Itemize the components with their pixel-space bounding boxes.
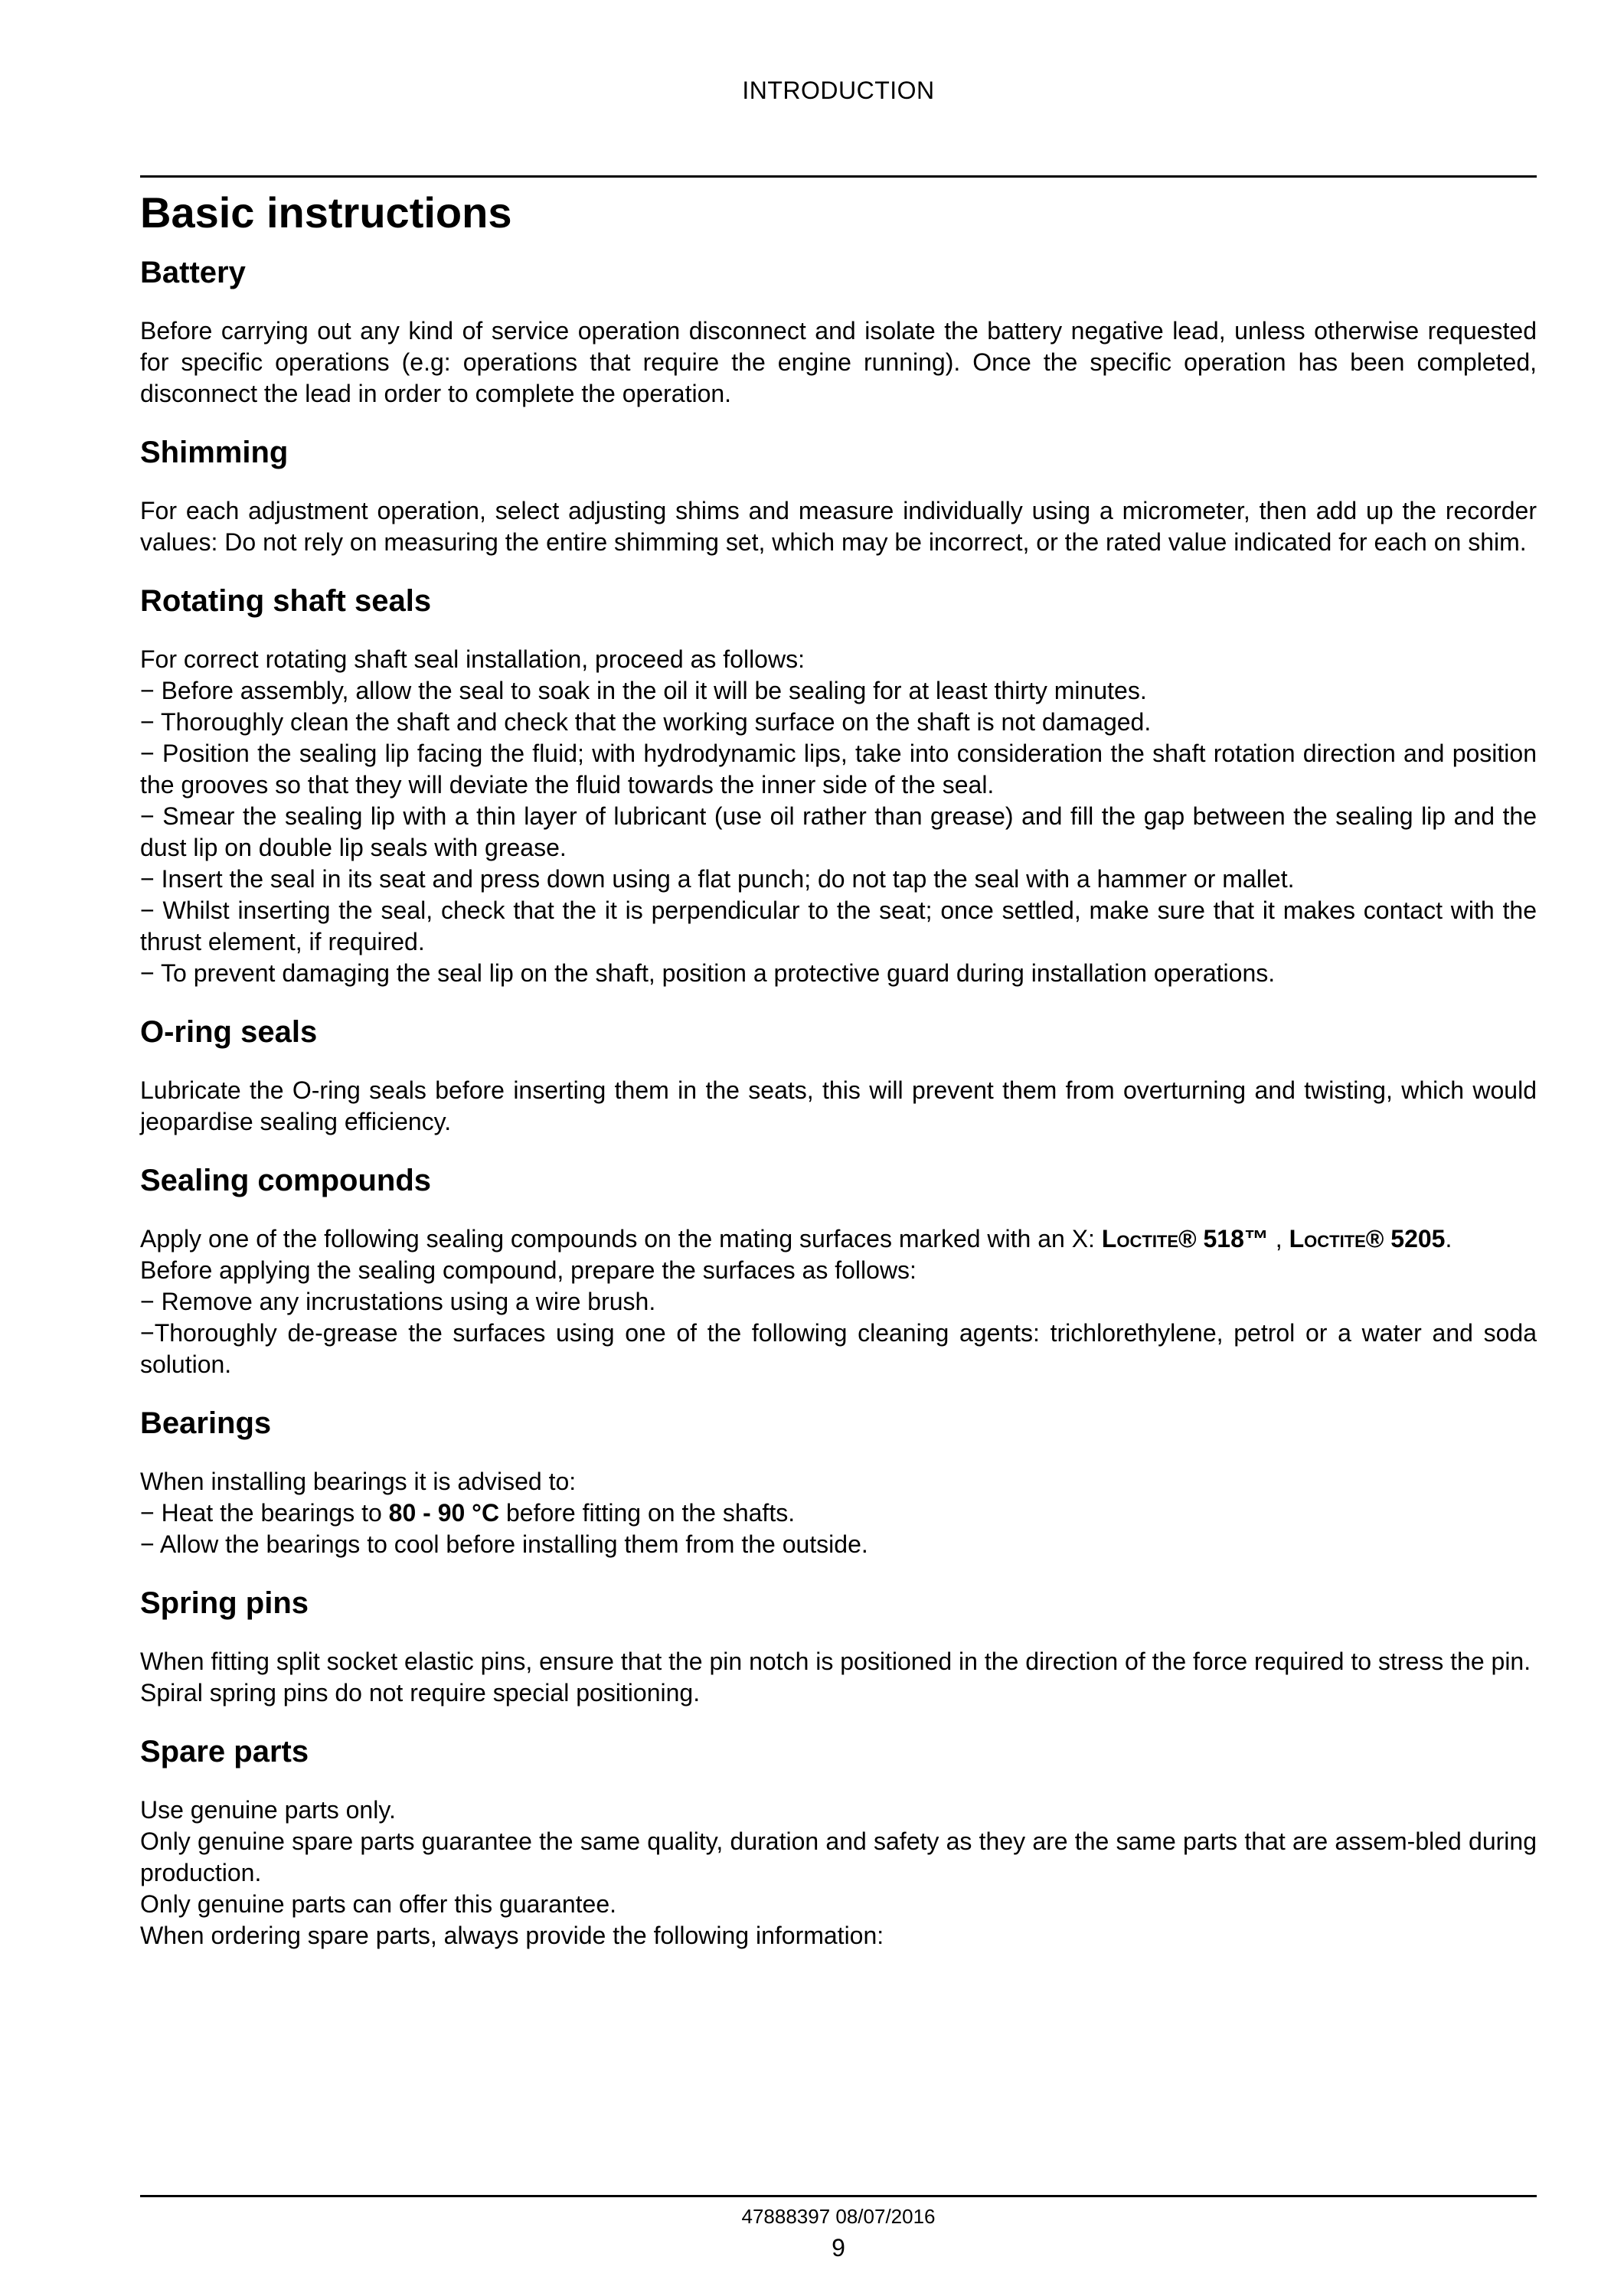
list-item: − Position the sealing lip facing the fluid; with hydrodynamic lips, take into consideration the shaft rotation direction and position the grooves so that they will deviate the fluid towards the inner side of the seal. xyxy=(140,740,1537,799)
section-heading-spare-parts: Spare parts xyxy=(140,1735,309,1769)
section-heading-battery: Battery xyxy=(140,256,246,289)
section-heading-spring-pins: Spring pins xyxy=(140,1586,309,1620)
spring-pins-paragraph-1: When fitting split socket elastic pins, ensure that the pin notch is positioned in the direction of the force required to stress the pin. xyxy=(140,1648,1531,1675)
list-item: − To prevent damaging the seal lip on the shaft, position a protective guard during installation operations. xyxy=(140,959,1276,987)
bearings-item1-text: − Heat the bearings to xyxy=(140,1499,389,1527)
compound-loctite-5205-brand: Loctite® xyxy=(1289,1225,1384,1253)
list-item: − Remove any incrustations using a wire brush. xyxy=(140,1288,656,1315)
section-heading-o-ring-seals: O-ring seals xyxy=(140,1015,318,1049)
sealing-compounds-prep-intro: Before applying the sealing compound, prepare the surfaces as follows: xyxy=(140,1256,917,1284)
list-item: − Allow the bearings to cool before installing them from the outside. xyxy=(140,1530,868,1558)
section-spring-pins xyxy=(140,1583,1537,1709)
section-bearings xyxy=(140,1403,1537,1560)
section-shimming xyxy=(140,433,1537,558)
section-heading-sealing-compounds: Sealing compounds xyxy=(140,1164,432,1197)
section-spare-parts xyxy=(140,1732,1537,1951)
section-o-ring-seals xyxy=(140,1012,1537,1138)
sealing-compounds-intro xyxy=(140,1223,1537,1255)
spare-parts-line-1: Use genuine parts only. xyxy=(140,1796,396,1824)
section-heading-rotating-shaft-seals: Rotating shaft seals xyxy=(140,584,432,618)
spare-parts-line-4: When ordering spare parts, always provide the following information: xyxy=(140,1922,884,1949)
o-ring-seals-paragraph: Lubricate the O-ring seals before inserting them in the seats, this will prevent them from overturning and twisting, which would jeopardise sealing efficiency. xyxy=(140,1076,1537,1135)
page-number: 9 xyxy=(832,2234,845,2262)
spring-pins-paragraph-2: Spiral spring pins do not require special positioning. xyxy=(140,1679,701,1706)
list-item: − Before assembly, allow the seal to soak in the oil it will be sealing for at least thirty minutes. xyxy=(140,677,1147,704)
section-rotating-shaft-seals xyxy=(140,581,1537,989)
section-heading-shimming: Shimming xyxy=(140,436,289,469)
bearings-intro: When installing bearings it is advised to: xyxy=(140,1468,577,1495)
list-item: − Smear the sealing lip with a thin layer of lubricant (use oil rather than grease) and fill the gap between the sealing lip and the dust lip on double lip seals with grease. xyxy=(140,802,1537,861)
compound-loctite-5205-code: 5205 xyxy=(1390,1225,1446,1253)
compound-loctite-518: Loctite® 518™ xyxy=(1101,1225,1269,1253)
section-heading-bearings: Bearings xyxy=(140,1406,272,1440)
list-item: − Thoroughly clean the shaft and check that the working surface on the shaft is not damaged. xyxy=(140,708,1152,736)
page-title: Basic instructions xyxy=(140,188,512,237)
footer-doc-reference: 47888397 08/07/2016 xyxy=(741,2205,936,2228)
section-sealing-compounds xyxy=(140,1161,1537,1380)
list-item: −Thoroughly de-grease the surfaces using one of the following cleaning agents: trichlorethylene, petrol or a water and soda solution. xyxy=(140,1319,1537,1378)
sealing-compounds-intro-end: . xyxy=(1445,1225,1452,1253)
bearings-temperature: 80 - 90 °C xyxy=(388,1499,500,1527)
running-header: INTRODUCTION xyxy=(742,77,935,104)
page-content xyxy=(140,178,1537,1951)
compound-separator: , xyxy=(1268,1225,1289,1253)
shimming-paragraph: For each adjustment operation, select adjusting shims and measure individually using a micrometer, then add up the recorder values: Do not rely on measuring the entire shimming set, which may be incorrect, or the rated value indicated for each on shim. xyxy=(140,497,1537,556)
sealing-compounds-intro-text: Apply one of the following sealing compounds on the mating surfaces marked with an X: xyxy=(140,1225,1102,1253)
battery-paragraph: Before carrying out any kind of service operation disconnect and isolate the battery negative lead, unless otherwise requested for specific operations (e.g: operations that require the engine running). Once the specific operation has been completed, disconnect the lead in order to complete the operation. xyxy=(140,317,1537,407)
spare-parts-line-3: Only genuine parts can offer this guarantee. xyxy=(140,1890,617,1918)
list-item: − Insert the seal in its seat and press down using a flat punch; do not tap the seal with a hammer or mallet. xyxy=(140,865,1295,893)
footer-divider xyxy=(140,2195,1537,2197)
section-battery xyxy=(140,253,1537,410)
rotating-shaft-seals-intro: For correct rotating shaft seal installation, proceed as follows: xyxy=(140,645,805,673)
bearings-item1-end: before fitting on the shafts. xyxy=(499,1499,796,1527)
spare-parts-line-2: Only genuine spare parts guarantee the same quality, duration and safety as they are the same parts that are assem-bled during production. xyxy=(140,1827,1537,1886)
list-item: − Whilst inserting the seal, check that the it is perpendicular to the seat; once settled, make sure that it makes contact with the thrust element, if required. xyxy=(140,897,1537,955)
list-item xyxy=(140,1497,1537,1529)
